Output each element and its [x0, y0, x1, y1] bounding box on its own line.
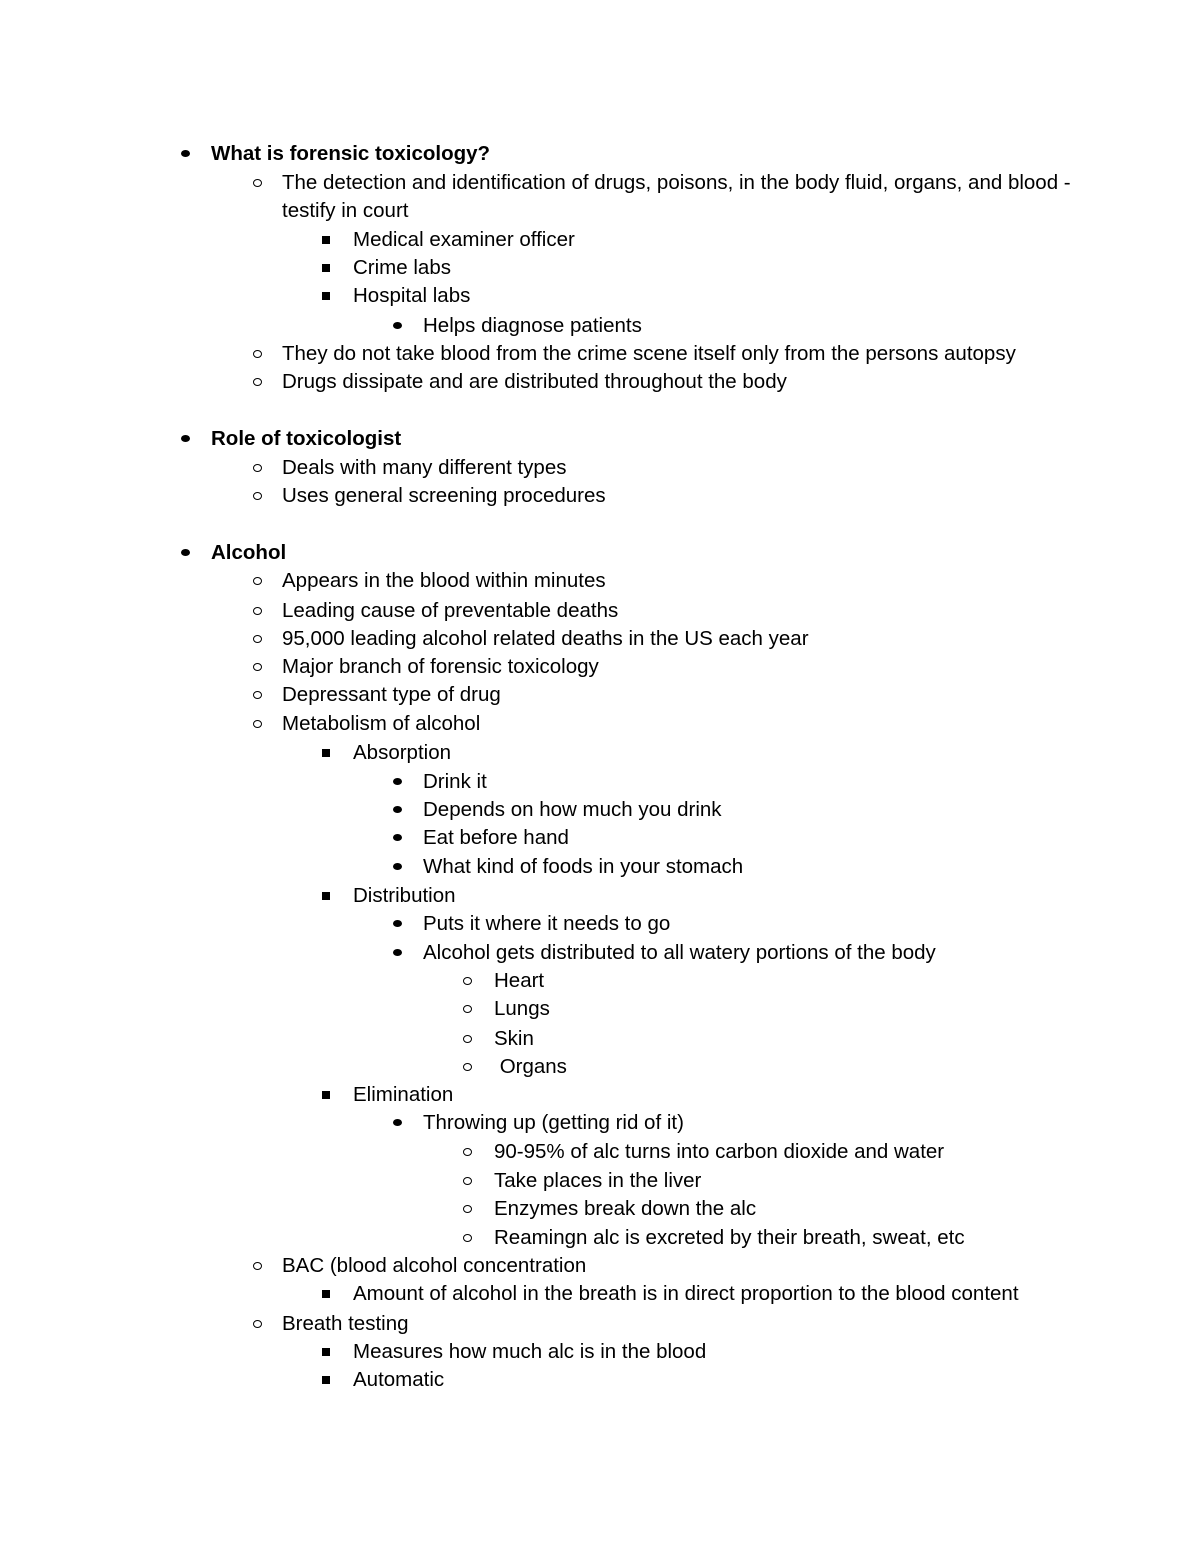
list-item-text: Depressant type of drug — [282, 683, 501, 706]
list-item-text: What kind of foods in your stomach — [423, 855, 744, 878]
list-item-text: Alcohol gets distributed to all watery portions of the body — [423, 941, 936, 964]
circle-bullet-icon — [248, 1310, 268, 1338]
list-item-text: 95,000 leading alcohol related deaths in the US each year — [282, 627, 809, 650]
list-item — [282, 625, 809, 653]
list-item — [423, 910, 670, 938]
section-heading — [211, 140, 490, 168]
list-item — [423, 853, 743, 881]
list-item-text: Depends on how much you drink — [423, 798, 722, 821]
list-item — [353, 282, 470, 310]
circle-bullet-icon — [248, 597, 268, 625]
circle-bullet-icon — [248, 482, 268, 510]
list-item-text: Amount of alcohol in the breath is in direct proportion to the blood content — [353, 1282, 1019, 1305]
list-item — [423, 312, 642, 340]
circle-bullet-icon — [458, 967, 478, 995]
disc-bullet-icon — [387, 939, 407, 967]
list-item — [282, 653, 599, 681]
list-item — [353, 254, 451, 282]
list-item-text: Drink it — [423, 770, 487, 793]
list-item-text: Skin — [494, 1027, 534, 1050]
list-item — [494, 967, 544, 995]
list-item-text: Medical examiner officer — [353, 228, 575, 251]
square-bullet-icon — [317, 282, 337, 310]
list-item — [423, 1109, 684, 1137]
list-item-text: Heart — [494, 969, 545, 992]
disc-bullet-icon — [387, 768, 407, 796]
list-item — [494, 995, 550, 1023]
circle-bullet-icon — [248, 681, 268, 709]
list-item-text: Reamingn alc is excreted by their breath, sweat, etc — [494, 1226, 965, 1249]
list-item-text: Puts it where it needs to go — [423, 912, 671, 935]
circle-bullet-icon — [458, 1138, 478, 1166]
list-item-text: Organs — [494, 1055, 567, 1078]
section-heading — [211, 539, 286, 567]
list-item-text: Crime labs — [353, 256, 451, 279]
list-item-text: The detection and identification of drugs, poisons, in the body fluid, organs, and blood - testify in court — [282, 171, 1071, 222]
heading-text: Alcohol — [211, 541, 287, 564]
disc-bullet-icon — [387, 824, 407, 852]
list-item — [353, 1081, 453, 1109]
square-bullet-icon — [317, 1366, 337, 1394]
disc-bullet-icon — [387, 1109, 407, 1137]
circle-bullet-icon — [248, 653, 268, 681]
list-item-text: Breath testing — [282, 1312, 409, 1335]
list-item — [494, 1138, 944, 1166]
circle-bullet-icon — [458, 1195, 478, 1223]
list-item — [282, 1252, 586, 1280]
section-heading — [211, 425, 401, 453]
square-bullet-icon — [317, 1280, 337, 1308]
circle-bullet-icon — [248, 169, 268, 197]
circle-bullet-icon — [458, 1167, 478, 1195]
list-item-text: Deals with many different types — [282, 456, 567, 479]
list-item — [423, 824, 569, 852]
list-item — [282, 597, 618, 625]
circle-bullet-icon — [458, 1224, 478, 1252]
list-item — [282, 1310, 409, 1338]
list-item-text: Metabolism of alcohol — [282, 712, 481, 735]
disc-bullet-icon — [387, 796, 407, 824]
square-bullet-icon — [317, 1338, 337, 1366]
list-item-text: Appears in the blood within minutes — [282, 569, 606, 592]
list-item-text: 90-95% of alc turns into carbon dioxide and water — [494, 1140, 945, 1163]
list-item — [494, 1195, 756, 1223]
list-item — [494, 1167, 701, 1195]
square-bullet-icon — [317, 226, 337, 254]
list-item — [282, 567, 606, 595]
square-bullet-icon — [317, 254, 337, 282]
list-item-text: Throwing up (getting rid of it) — [423, 1111, 684, 1134]
list-item — [423, 939, 936, 967]
list-item-text: Lungs — [494, 997, 550, 1020]
disc-bullet-icon — [175, 140, 195, 168]
list-item — [423, 768, 487, 796]
list-item-text: Measures how much alc is in the blood — [353, 1340, 707, 1363]
list-item — [494, 1053, 567, 1081]
heading-text: What is forensic toxicology? — [211, 142, 491, 165]
list-item — [353, 739, 451, 767]
list-item-text: Elimination — [353, 1083, 454, 1106]
list-item-text: They do not take blood from the crime scene itself only from the persons autopsy — [282, 342, 1016, 365]
circle-bullet-icon — [458, 995, 478, 1023]
circle-bullet-icon — [248, 710, 268, 738]
list-item — [282, 340, 1016, 368]
disc-bullet-icon — [387, 312, 407, 340]
circle-bullet-icon — [248, 567, 268, 595]
list-item — [494, 1224, 965, 1252]
square-bullet-icon — [317, 1081, 337, 1109]
disc-bullet-icon — [175, 539, 195, 567]
list-item — [494, 1025, 534, 1053]
list-item — [353, 1338, 706, 1366]
square-bullet-icon — [317, 739, 337, 767]
list-item-text: Distribution — [353, 884, 456, 907]
circle-bullet-icon — [458, 1053, 478, 1081]
circle-bullet-icon — [248, 1252, 268, 1280]
list-item-text: Helps diagnose patients — [423, 314, 642, 337]
list-item-text: Eat before hand — [423, 826, 569, 849]
circle-bullet-icon — [458, 1025, 478, 1053]
square-bullet-icon — [317, 882, 337, 910]
heading-text: Role of toxicologist — [211, 427, 402, 450]
circle-bullet-icon — [248, 454, 268, 482]
disc-bullet-icon — [387, 853, 407, 881]
list-item-text: BAC (blood alcohol concentration — [282, 1254, 587, 1277]
list-item — [282, 368, 787, 396]
list-item-text: Take places in the liver — [494, 1169, 702, 1192]
list-item — [282, 482, 606, 510]
list-item-text: Enzymes break down the alc — [494, 1197, 757, 1220]
list-item — [353, 1366, 444, 1394]
list-item — [423, 796, 722, 824]
list-item-text: Automatic — [353, 1368, 445, 1391]
circle-bullet-icon — [248, 340, 268, 368]
list-item — [282, 169, 1082, 225]
list-item-text: Uses general screening procedures — [282, 484, 606, 507]
circle-bullet-icon — [248, 625, 268, 653]
list-item-text: Hospital labs — [353, 284, 471, 307]
list-item — [282, 454, 566, 482]
disc-bullet-icon — [175, 425, 195, 453]
list-item — [353, 882, 456, 910]
disc-bullet-icon — [387, 910, 407, 938]
list-item — [282, 710, 480, 738]
list-item — [353, 1280, 1019, 1308]
list-item-text: Absorption — [353, 741, 452, 764]
circle-bullet-icon — [248, 368, 268, 396]
list-item — [282, 681, 501, 709]
list-item-text: Major branch of forensic toxicology — [282, 655, 599, 678]
list-item-text: Drugs dissipate and are distributed throughout the body — [282, 370, 787, 393]
list-item — [353, 226, 575, 254]
list-item-text: Leading cause of preventable deaths — [282, 599, 619, 622]
